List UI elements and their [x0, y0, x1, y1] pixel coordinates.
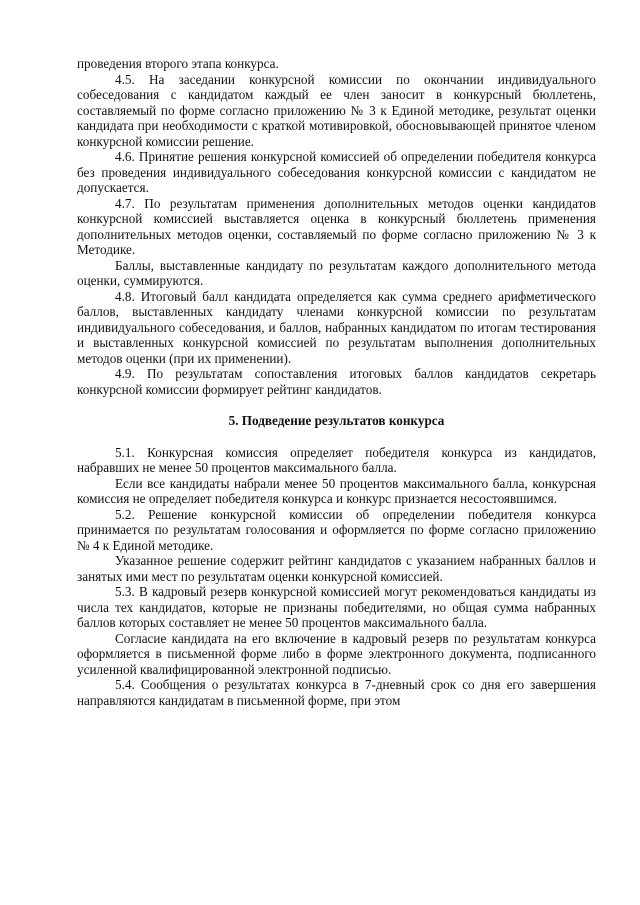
- paragraph-4-8: 4.8. Итоговый балл кандидата определяется как сумма среднего арифметического баллов, выставленных кандидату членами конкурсной комиссии по результатам индивидуального собеседования, и баллов, набранных кандидатом по итогам тестирования и выставленных конкурсной комиссией по результатам выполнения дополнительных методов оценки (при их применении).: [77, 288, 596, 366]
- paragraph-5-3: 5.3. В кадровый резерв конкурсной комиссией могут рекомендоваться кандидаты из числа тех кандидатов, которые не признаны победителями, но общая сумма набранных баллов которых составляет не менее 50 процентов максимального балла.: [77, 584, 596, 630]
- paragraph-5-1: 5.1. Конкурсная комиссия определяет победителя конкурса из кандидатов, набравших не менее 50 процентов максимального балла.: [77, 444, 596, 475]
- paragraph-5-1-failed: Если все кандидаты набрали менее 50 процентов максимального балла, конкурсная комиссия не определяет победителя конкурса и конкурс признается несостоявшимся.: [77, 475, 596, 506]
- paragraph-5-3-consent: Согласие кандидата на его включение в кадровый резерв по результатам конкурса оформляется в письменной форме либо в форме электронного документа, подписанного усиленной квалифицированной электронной подписью.: [77, 630, 596, 677]
- paragraph-4-7-points: Баллы, выставленные кандидату по результатам каждого дополнительного метода оценки, суммируются.: [77, 257, 596, 288]
- paragraph-4-6: 4.6. Принятие решения конкурсной комиссией об определении победителя конкурса без проведения индивидуального собеседования конкурсной комиссии с кандидатом не допускается.: [77, 149, 596, 195]
- paragraph-5-2: 5.2. Решение конкурсной комиссии об определении победителя конкурса принимается по результатам голосования и оформляется по форме согласно приложению № 4 к Единой методике.: [77, 506, 596, 553]
- paragraph-4-9: 4.9. По результатам сопоставления итоговых баллов кандидатов секретарь конкурсной комиссии формирует рейтинг кандидатов.: [77, 366, 596, 397]
- paragraph-4-7: 4.7. По результатам применения дополнительных методов оценки кандидатов конкурсной комиссией выставляется оценка в конкурсный бюллетень применения дополнительных методов оценки, составляемый по форме согласно приложению № 3 к Методике.: [77, 195, 596, 257]
- paragraph-5-4: 5.4. Сообщения о результатах конкурса в 7-дневный срок со дня его завершения направляются кандидатам в письменной форме, при этом: [77, 677, 596, 708]
- paragraph-4-5: 4.5. На заседании конкурсной комиссии по окончании индивидуального собеседования с кандидатом каждый ее член заносит в конкурсный бюллетень, составляемый по форме согласно приложению № 3 к Единой методике, результат оценки кандидата при необходимости с краткой мотивировкой, обосновывающей принятое членом конкурсной комиссии решение.: [77, 71, 596, 149]
- paragraph-5-2-rating: Указанное решение содержит рейтинг кандидатов с указанием набранных баллов и занятых ими мест по результатам оценки конкурсной комиссией.: [77, 553, 596, 584]
- paragraph-continuation: проведения второго этапа конкурса.: [77, 56, 279, 71]
- section-heading: 5. Подведение результатов конкурса: [228, 413, 445, 428]
- document-page: [77, 56, 596, 708]
